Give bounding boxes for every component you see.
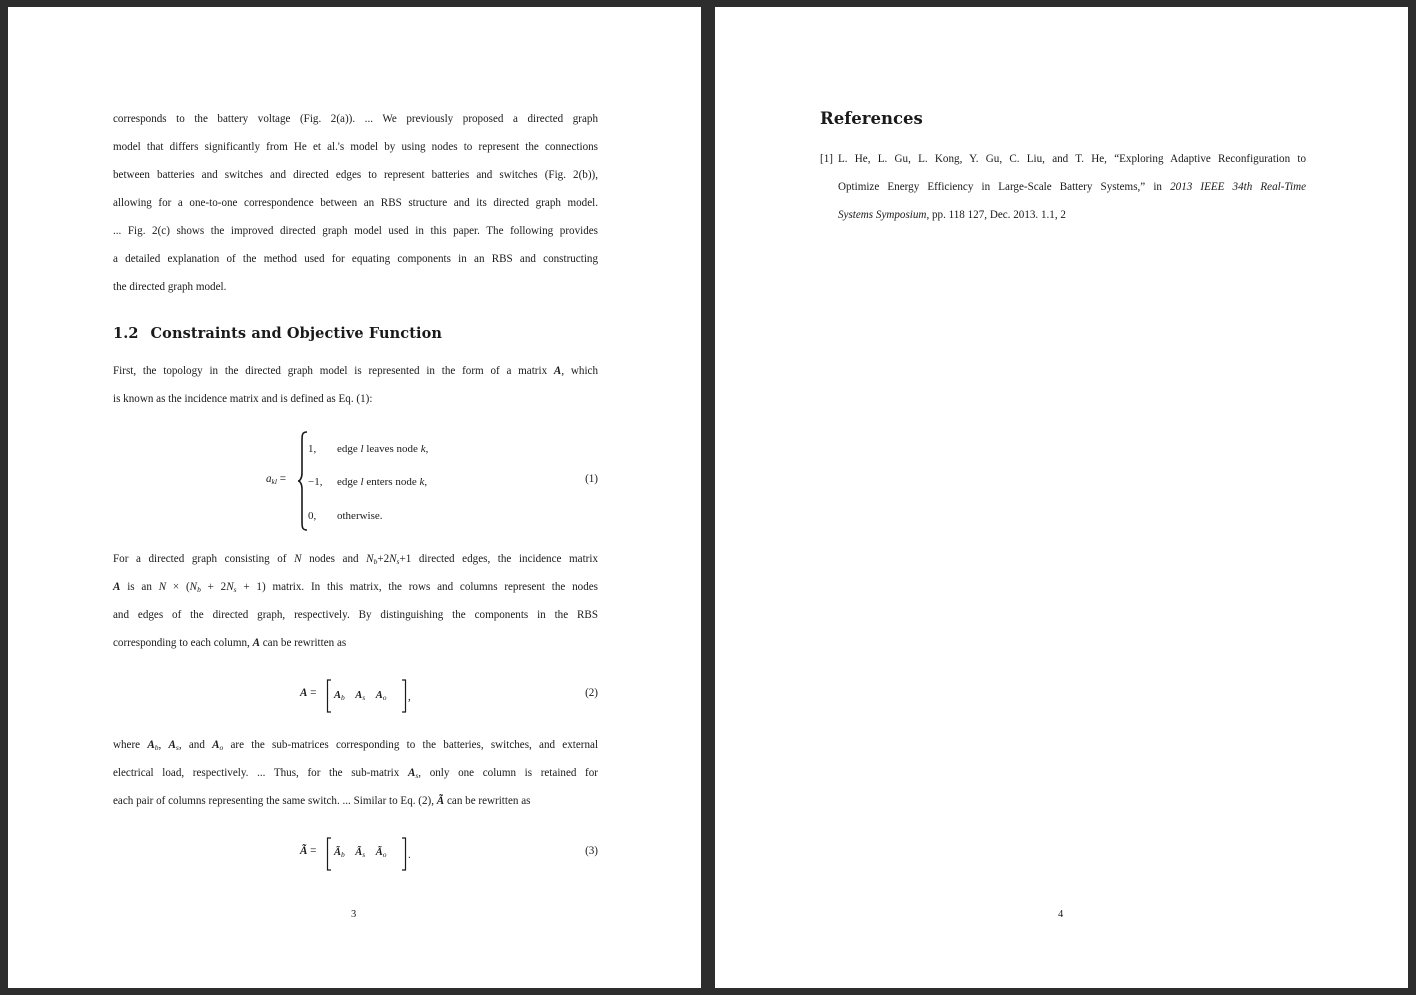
- equation-number: (2): [585, 687, 598, 699]
- text-line: Systems Symposium, pp. 118 127, Dec. 2013. 1.1, 2: [838, 209, 1066, 221]
- text-line: model that differs significantly from He et al.'s model by using nodes to represent the connections: [113, 141, 598, 153]
- text-line: electrical load, respectively. ... Thus, for the sub-matrix $A_s$, only one column is retained for: [113, 767, 598, 780]
- reference-label: [1]: [820, 153, 833, 165]
- equation-number: (3): [585, 845, 598, 857]
- eq2-lhs: A =: [300, 687, 317, 699]
- text-line: allowing for a one-to-one correspondence between an RBS structure and its directed graph model.: [113, 197, 598, 209]
- text-line: a detailed explanation of the method used for equating components in an RBS and constructing: [113, 253, 598, 265]
- eq2-trailing-punct: ,: [408, 691, 411, 703]
- text-line: corresponding to each column, A can be rewritten as: [113, 637, 347, 649]
- equation-number: (1): [585, 473, 598, 485]
- text-line: and edges of the directed graph, respectively. By distinguishing the components in the RBS: [113, 609, 598, 621]
- text-line: between batteries and switches and directed edges to represent batteries and switches (Fig. 2(b)),: [113, 169, 598, 181]
- references-heading: References: [820, 109, 923, 128]
- text-line: L. He, L. Gu, L. Kong, Y. Gu, C. Liu, and T. He, “Exploring Adaptive Reconfiguration to: [838, 153, 1306, 165]
- matrix-intro-paragraph: [113, 357, 598, 413]
- section-number: 1.2: [113, 325, 139, 342]
- page-number: 4: [1058, 909, 1064, 920]
- eq3-matrix-entries: $Ã_b$ $Ã_s$ $Ã_o$: [334, 847, 387, 859]
- text-line: ... Fig. 2(c) shows the improved directed graph model used in this paper. The following provides: [113, 225, 598, 237]
- eq1-lhs: $a_{kl}$ =: [266, 473, 286, 486]
- left-bracket-icon: [326, 679, 332, 713]
- text-line: A is an $N \times (N_b + 2N_s + 1)$ matrix. In this matrix, the rows and columns represent the nodes: [113, 581, 599, 594]
- text-line: Optimize Energy Efficiency in Large-Scale Battery Systems,” in 2013 IEEE 34th Real-Time: [838, 181, 1306, 193]
- text-line: each pair of columns representing the same switch. ... Similar to Eq. (2), Ã can be rewritten as: [113, 795, 531, 807]
- right-bracket-icon: [401, 837, 407, 871]
- matrix-symbol: A: [553, 365, 562, 377]
- text-line: is known as the incidence matrix and is defined as Eq. (1):: [113, 393, 373, 405]
- eq3-lhs: Ã =: [300, 845, 317, 857]
- page-3: corresponds to the battery voltage (Fig. 2(a)). ... We previously proposed a directed graph model that differs significantly from He et al.'s model by using nodes to represent the connections between batteries and switches and directed edges to represent batteries and switches (Fig. 2(b)), allowing for a one-to-one correspondence between an RBS structure and its directed graph model. ... Fig. 2(c) shows the improved directed graph model used in this paper. The following provides a detailed explanation of the method used for equating components in an RBS and constructing the directed graph model. 1.2 Constraints and Objective Function First, the topology in the directed graph model is represented in the form of a matrix A, which is known as the incidence matrix and is defined as Eq. (1): $a_{kl}$ = 1, edge l leaves node k, −1, edge l enters node k, 0, otherwise. (1) For a directed graph consisting of N nodes and $N_b+2N_s+1$ directed edges, the incidence matrix A is an $N \times (N_b + 2N_s + 1)$ matrix. In this matrix, the rows and columns represent the nodes and edges of the directed graph, respectively. By distinguishing the components in the RBS corresponding to each column, A can be rewritten as A = $A_b$ $A_s$ $A_o$ , (2) where $A_b$, $A_s$, and $A_o$ are the sub-matrices corresponding to the batteries, switches, and external electrical load, respectively. ... Thus, for the sub-matrix $A_s$, only one column is retained for each pair of columns representing the same switch. ... Similar to Eq. (2), Ã can be rewritten as Ã = $Ã_b$ $Ã_s$ $Ã_o$ . (3) 3: [8, 7, 701, 988]
- text-line: the directed graph model.: [113, 281, 227, 293]
- incidence-matrix-paragraph: [113, 545, 598, 657]
- page-number: 3: [351, 909, 357, 920]
- reference-text: [838, 145, 1306, 229]
- submatrix-paragraph: [113, 731, 598, 815]
- text-line: For a directed graph consisting of N nodes and $N_b+2N_s+1$ directed edges, the incidence matrix: [113, 553, 598, 566]
- eq2-matrix-entries: $A_b$ $A_s$ $A_o$: [334, 690, 387, 702]
- eq3-trailing-punct: .: [408, 849, 411, 861]
- text-line: First, the topology in the directed graph model is represented in the form of a matrix A, which: [113, 365, 598, 377]
- text-line: where $A_b$, $A_s$, and $A_o$ are the sub-matrices corresponding to the batteries, switches, and external: [113, 739, 599, 752]
- intro-paragraph: [113, 105, 598, 301]
- right-bracket-icon: [401, 679, 407, 713]
- section-heading: [113, 325, 442, 342]
- left-bracket-icon: [326, 837, 332, 871]
- section-title: Constraints and Objective Function: [150, 325, 443, 342]
- text-line: corresponds to the battery voltage (Fig. 2(a)). ... We previously proposed a directed graph: [113, 113, 598, 125]
- page-4: [715, 7, 1408, 988]
